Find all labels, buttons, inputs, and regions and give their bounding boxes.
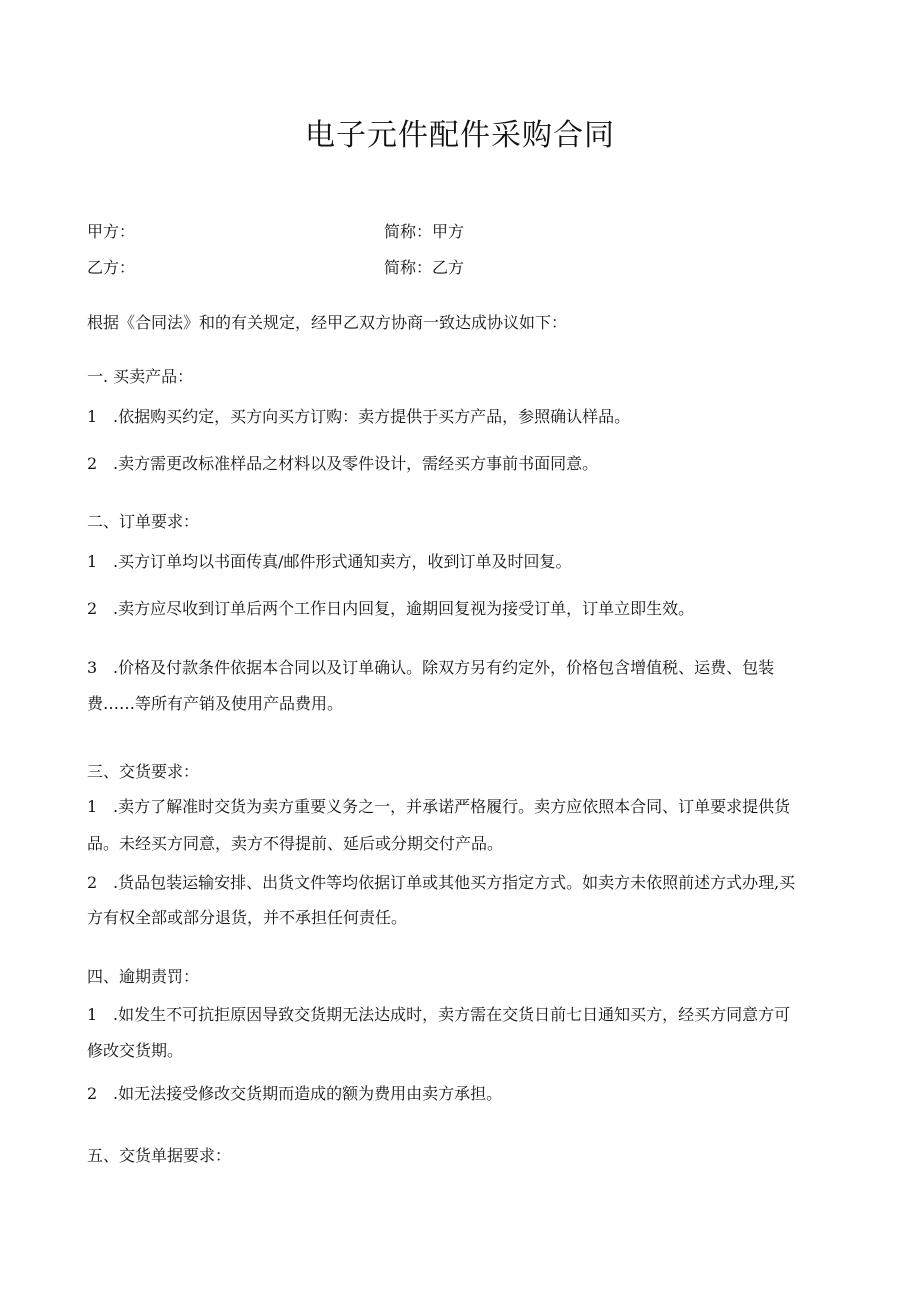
clause-item (87, 551, 571, 573)
clause-text: .如无法接受修改交货期而造成的额为费用由卖方承担。 (113, 1084, 503, 1103)
section-heading: 二、订单要求： (87, 512, 200, 531)
clause-item (87, 1004, 790, 1026)
clause-number: 2 (87, 599, 98, 618)
clause-text: .价格及付款条件依据本合同以及订单确认。除双方另有约定外，价格包含增值税、运费、包装 (113, 658, 775, 677)
clause-item (87, 598, 694, 620)
clause-number: 3 (87, 658, 98, 677)
clause-text: .卖方了解准时交货为卖方重要义务之一，并承诺严格履行。卖方应依照本合同、订单要求提供货 (113, 797, 791, 816)
clause-continuation: 费……等所有产销及使用产品费用。 (87, 694, 344, 713)
section-heading: 一. 买卖产品： (87, 367, 194, 386)
clause-text: .买方订单均以书面传真/邮件形式通知卖方，收到订单及时回复。 (113, 552, 572, 571)
clause-continuation: 修改交货期。 (87, 1041, 184, 1060)
section-heading: 四、逾期责罚： (87, 967, 200, 986)
party-a-abbr: 简称：甲方 (384, 222, 465, 241)
clause-item (87, 453, 598, 475)
section-heading: 五、交货单据要求： (87, 1146, 232, 1165)
party-b-label: 乙方： (87, 258, 136, 277)
clause-number: 1 (87, 552, 98, 571)
clause-item (87, 796, 790, 818)
clause-number: 1 (87, 1005, 98, 1024)
clause-text: .卖方需更改标准样品之材料以及零件设计，需经买方事前书面同意。 (113, 454, 599, 473)
clause-number: 1 (87, 797, 98, 816)
intro-paragraph: 根据《合同法》和的有关规定，经甲乙双方协商一致达成协议如下： (87, 313, 568, 332)
clause-text: .依据购买约定，买方向买方订购：卖方提供于买方产品，参照确认样品。 (113, 407, 631, 426)
clause-item (87, 1083, 502, 1105)
clause-text: .如发生不可抗拒原因导致交货期无法达成时，卖方需在交货日前七日通知买方，经买方同意方可 (113, 1005, 791, 1024)
party-b-abbr: 简称：乙方 (384, 258, 465, 277)
clause-number: 2 (87, 454, 98, 473)
clause-number: 2 (87, 873, 98, 892)
clause-text: .货品包装运输安排、出货文件等均依据订单或其他买方指定方式。如卖方未依照前述方式办理,买 (113, 873, 796, 892)
clause-item (87, 872, 795, 894)
clause-item (87, 657, 774, 679)
clause-text: .卖方应尽收到订单后两个工作日内回复，逾期回复视为接受订单，订单立即生效。 (113, 599, 695, 618)
section-heading: 三、交货要求： (87, 762, 200, 781)
clause-item (87, 406, 630, 428)
clause-continuation: 品。未经买方同意，卖方不得提前、延后或分期交付产品。 (87, 834, 504, 853)
contract-title: 电子元件配件采购合同 (305, 118, 615, 153)
clause-number: 1 (87, 407, 98, 426)
clause-continuation: 方有权全部或部分退货，并不承担任何责任。 (87, 908, 408, 927)
party-a-label: 甲方： (87, 222, 136, 241)
clause-number: 2 (87, 1084, 98, 1103)
